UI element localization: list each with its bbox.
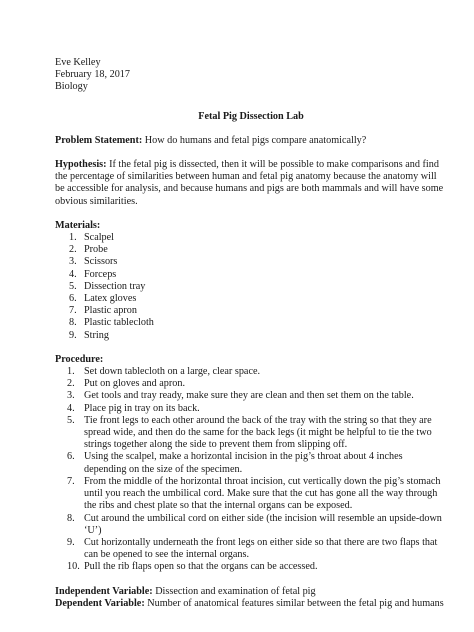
list-number: 2. bbox=[69, 244, 77, 256]
list-number: 4. bbox=[67, 402, 75, 414]
list-item bbox=[55, 366, 447, 378]
list-item-text: Probe bbox=[84, 244, 108, 256]
hypothesis bbox=[55, 159, 447, 208]
list-item bbox=[55, 269, 447, 281]
list-item-text: String bbox=[84, 329, 109, 341]
procedure-section bbox=[55, 354, 447, 574]
list-item-text: Plastic apron bbox=[84, 305, 137, 317]
list-item bbox=[55, 476, 447, 513]
list-item bbox=[55, 330, 447, 342]
list-item-text: Pull the rib flaps open so that the organs can be accessed. bbox=[84, 561, 318, 573]
list-item bbox=[55, 232, 447, 244]
list-item bbox=[55, 537, 447, 561]
list-item bbox=[55, 390, 447, 402]
list-item-text: From the middle of the horizontal throat incision, cut vertically down the pig’s stomach until you reach the umbilical cord. Make sure that the cut has gone all the way through the ribs and chest plate so that the internal organs can be exposed. bbox=[84, 475, 441, 512]
author-name: Eve Kelley bbox=[55, 57, 101, 68]
list-item-text: Cut horizontally underneath the front legs on either side so that there are two flaps that can be opened to see the internal organs. bbox=[84, 536, 438, 561]
list-item bbox=[55, 244, 447, 256]
variables-section bbox=[55, 586, 447, 610]
list-item-text: Place pig in tray on its back. bbox=[84, 402, 200, 414]
list-number: 5. bbox=[67, 414, 75, 426]
list-item bbox=[55, 317, 447, 329]
list-number: 3. bbox=[67, 390, 75, 402]
hypothesis-text: If the fetal pig is dissected, then it will be possible to make comparisons and find the percentage of similarities between human and fetal pig anatomy because the anatomy will be accessible for analysis, and because humans and pigs are both mammals and will have some obvious similarities. bbox=[55, 159, 444, 207]
materials-list bbox=[55, 232, 447, 342]
dependent-variable-label: Dependent Variable: bbox=[55, 597, 145, 609]
list-item-text: Plastic tablecloth bbox=[84, 317, 154, 329]
independent-variable bbox=[55, 586, 447, 598]
list-number: 6. bbox=[67, 451, 75, 463]
independent-variable-text: Dissection and examination of fetal pig bbox=[152, 585, 316, 597]
list-item-text: Scissors bbox=[84, 256, 118, 268]
problem-statement bbox=[55, 135, 447, 147]
list-item-text: Using the scalpel, make a horizontal incision in the pig’s throat about 4 inches depending on the size of the specimen. bbox=[84, 451, 403, 475]
dependent-variable-text: Number of anatomical features similar between the fetal pig and humans bbox=[144, 597, 444, 609]
list-number: 9. bbox=[67, 536, 75, 548]
list-number: 2. bbox=[67, 378, 75, 390]
list-item-text: Get tools and tray ready, make sure they are clean and then set them on the table. bbox=[84, 390, 414, 402]
header-block bbox=[55, 57, 447, 94]
list-item bbox=[55, 305, 447, 317]
list-item-text: Latex gloves bbox=[84, 293, 137, 305]
list-number: 1. bbox=[67, 366, 75, 378]
problem-statement-text: How do humans and fetal pigs compare anatomically? bbox=[142, 134, 367, 146]
list-item bbox=[55, 561, 447, 573]
list-number: 7. bbox=[69, 305, 77, 317]
document-body bbox=[55, 57, 447, 610]
list-item-text: Tie front legs to each other around the back of the tray with the string so that they are spread wide, and then do the same for the back legs (it might be helpful to tie the two strings together along the side to prevent them from slipping off. bbox=[84, 414, 432, 451]
list-number: 6. bbox=[69, 293, 77, 305]
list-number: 4. bbox=[69, 268, 77, 280]
document-title: Fetal Pig Dissection Lab bbox=[198, 110, 304, 122]
list-number: 9. bbox=[69, 329, 77, 341]
list-item bbox=[55, 378, 447, 390]
list-number: 10. bbox=[67, 561, 80, 573]
list-item-text: Dissection tray bbox=[84, 280, 146, 292]
procedure-list bbox=[55, 366, 447, 573]
list-item-text: Set down tablecloth on a large, clear space. bbox=[84, 366, 261, 378]
list-item bbox=[55, 451, 447, 475]
list-number: 8. bbox=[67, 512, 75, 524]
list-number: 3. bbox=[69, 256, 77, 268]
list-item-text: Put on gloves and apron. bbox=[84, 378, 186, 390]
materials-section bbox=[55, 220, 447, 342]
independent-variable-label: Independent Variable: bbox=[55, 585, 153, 597]
list-number: 5. bbox=[69, 280, 77, 292]
materials-label: Materials: bbox=[55, 219, 101, 231]
list-item bbox=[55, 293, 447, 305]
list-number: 7. bbox=[67, 475, 75, 487]
problem-statement-label: Problem Statement: bbox=[55, 134, 143, 146]
list-item-text: Cut around the umbilical cord on either side (the incision will resemble an upside-down ‘U’) bbox=[84, 512, 442, 536]
list-number: 8. bbox=[69, 317, 77, 329]
list-item bbox=[55, 513, 447, 537]
procedure-label: Procedure: bbox=[55, 353, 104, 365]
list-item-text: Scalpel bbox=[84, 232, 114, 244]
list-item-text: Forceps bbox=[84, 268, 117, 280]
list-number: 1. bbox=[69, 232, 77, 244]
list-item bbox=[55, 415, 447, 452]
course-subject: Biology bbox=[55, 81, 88, 93]
list-item bbox=[55, 403, 447, 415]
hypothesis-label: Hypothesis: bbox=[55, 159, 107, 171]
list-item bbox=[55, 256, 447, 268]
document-date: February 18, 2017 bbox=[55, 69, 130, 81]
dependent-variable bbox=[55, 598, 447, 610]
list-item bbox=[55, 281, 447, 293]
